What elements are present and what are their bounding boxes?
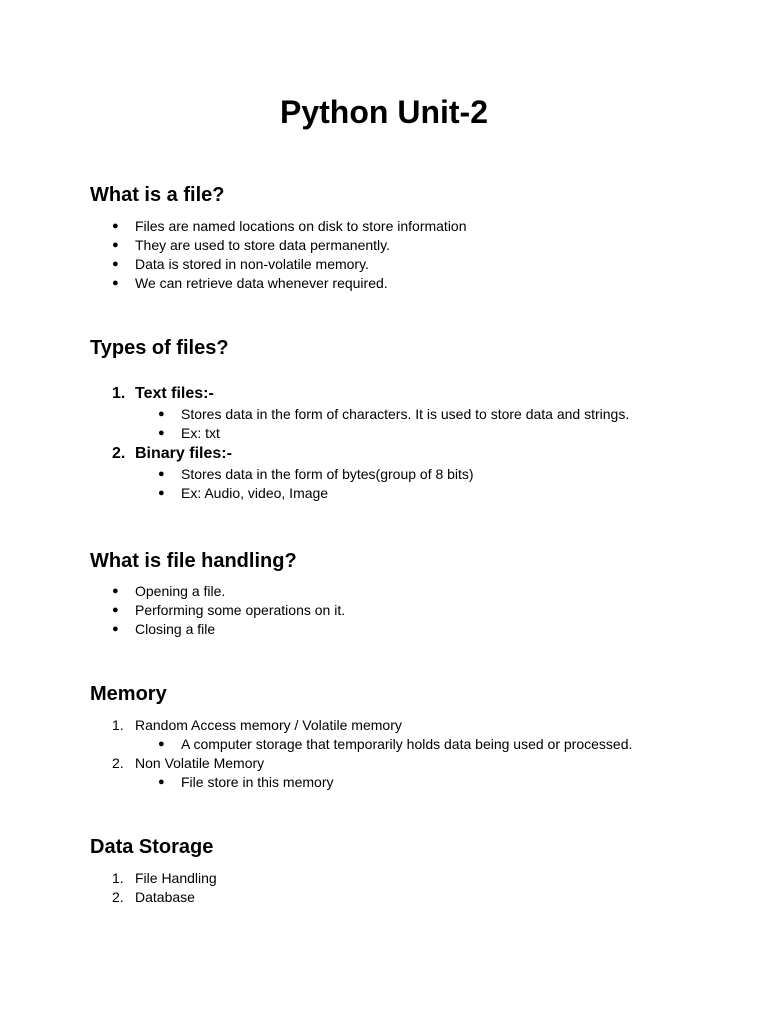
document-page: Python Unit-2 What is a file? ● Files are named locations on disk to store information ● They are used to store data permanently. ● Data is stored in non-volatile memory. ● We can retrieve data whenever required. Types of files? 1. Text files:- ● Stores data in the form of characters. It is used to store data and strings. ● Ex: txt 2. Binary files:- ● Stores data in the form of bytes(group of 8 bits) ● Ex: Audio, video, Image What is file handling? ● Opening a file. ● Performing some operations on it. ● Closing a file Memory 1. Random Access memory / Volatile memory ● A computer storage that temporarily holds data being used or processed. 2. Non Volatile Memory ● File store in this memory Data Storage 1. File Handling 2. Database xyxy=(0,0,768,1024)
heading-types-of-files: Types of files? xyxy=(90,337,229,359)
bullet-icon: ● xyxy=(112,239,119,251)
bullet-icon: ● xyxy=(112,220,119,232)
bullet-icon: ● xyxy=(112,604,119,616)
bullet-icon: ● xyxy=(158,776,165,788)
bullet-icon: ● xyxy=(112,277,119,289)
bullet-icon: ● xyxy=(112,258,119,270)
bullet-icon: ● xyxy=(112,585,119,597)
bullet-icon: ● xyxy=(112,623,119,635)
bullet-icon: ● xyxy=(158,738,165,750)
bullet-icon: ● xyxy=(158,408,165,420)
text-files-label: Text files:- xyxy=(135,385,214,402)
bullet-icon: ● xyxy=(158,487,165,499)
binary-files-label: Binary files:- xyxy=(135,445,232,462)
bullet-icon: ● xyxy=(158,427,165,439)
heading-memory: Memory xyxy=(90,683,167,705)
heading-data-storage: Data Storage xyxy=(90,836,214,858)
heading-what-is-file-handling: What is file handling? xyxy=(90,550,297,572)
page-title: Python Unit-2 xyxy=(280,94,488,130)
bullet-icon: ● xyxy=(158,468,165,480)
heading-what-is-a-file: What is a file? xyxy=(90,184,225,206)
